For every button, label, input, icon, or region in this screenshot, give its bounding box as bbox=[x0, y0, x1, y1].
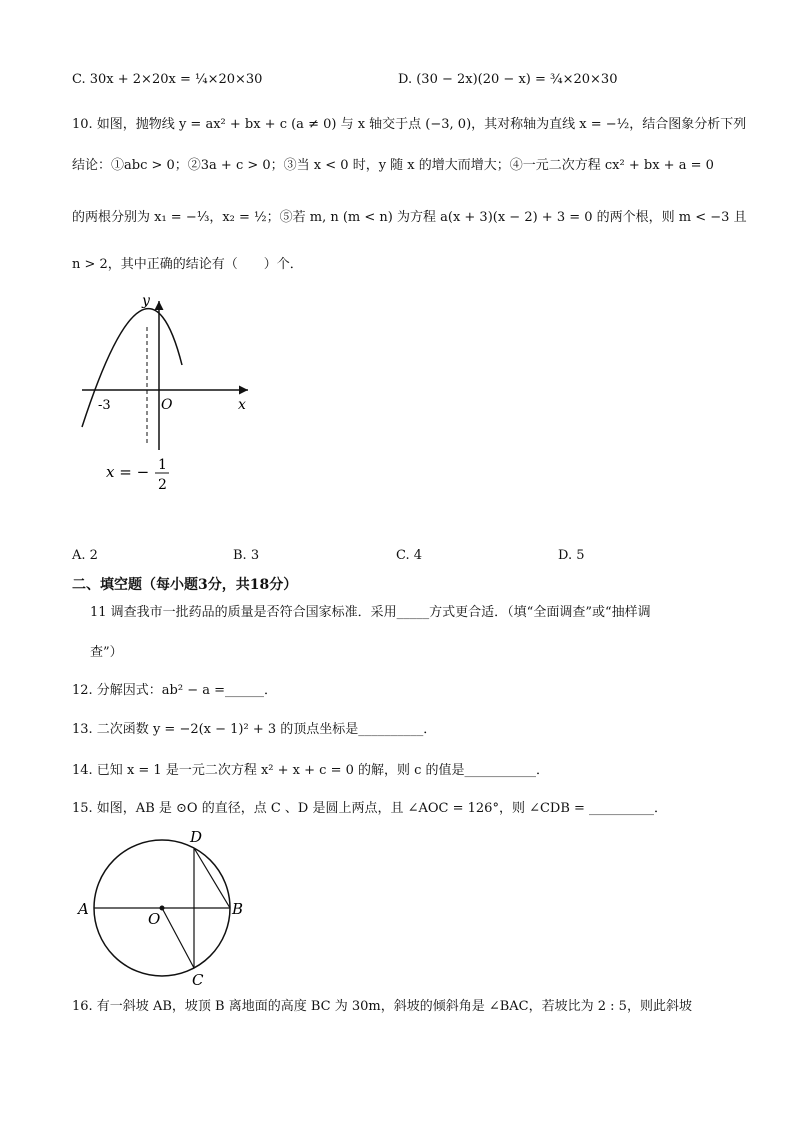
label-d: D bbox=[190, 828, 203, 846]
x-axis-label: x bbox=[238, 397, 246, 413]
q12-text: 12. 分解因式：ab² − a =______． bbox=[72, 683, 278, 698]
root-label: -3 bbox=[98, 398, 111, 413]
q11-line-2: 查”） bbox=[90, 645, 123, 660]
q15-circle-figure bbox=[72, 822, 252, 992]
symmetry-axis-label: x = − bbox=[106, 463, 150, 481]
q15-text: 15. 如图，AB 是 ⊙O 的直径，点 C 、D 是圆上两点，且 ∠AOC = 126°，则 ∠CDB = __________． bbox=[72, 801, 668, 816]
q13-text: 13. 二次函数 y = −2(x − 1)² + 3 的顶点坐标是__________． bbox=[72, 722, 437, 737]
q10-option-d: D. 5 bbox=[558, 548, 585, 563]
label-o: O bbox=[148, 910, 161, 928]
segment-oc bbox=[162, 908, 194, 968]
q10-line-4: n > 2，其中正确的结论有（ ）个． bbox=[72, 257, 303, 272]
q16-text: 16. 有一斜坡 AB，坡顶 B 离地面的高度 BC 为 30m，斜坡的倾斜角是 ∠BAC，若坡比为 2 : 5，则此斜坡 bbox=[72, 999, 692, 1014]
q10-option-b: B. 3 bbox=[233, 548, 260, 563]
chord-db bbox=[194, 848, 230, 908]
origin-label: O bbox=[161, 397, 173, 413]
label-b: B bbox=[232, 900, 244, 918]
label-a: A bbox=[78, 900, 89, 918]
q10-option-c: C. 4 bbox=[396, 548, 423, 563]
q10-line-3: 的两根分别为 x₁ = −⅓，x₂ = ½；⑤若 m, n (m < n) 为方程 a(x + 3)(x − 2) + 3 = 0 的两个根，则 m < −3 且 bbox=[72, 210, 747, 225]
q10-option-a: A. 2 bbox=[72, 548, 98, 563]
q14-text: 14. 已知 x = 1 是一元二次方程 x² + x + c = 0 的解，则 c 的值是___________． bbox=[72, 763, 550, 778]
fraction-numerator: 1 bbox=[158, 457, 167, 473]
q11-line-1: 11 调查我市一批药品的质量是否符合国家标准．采用_____方式更合适．（填“全面调查”或“抽样调 bbox=[90, 605, 651, 620]
q10-line-2: 结论：①abc > 0；②3a + c > 0；③当 x < 0 时，y 随 x 的增大而增大；④一元二次方程 cx² + bx + a = 0 bbox=[72, 158, 714, 173]
q10-line-1: 10. 如图，抛物线 y = ax² + bx + c (a ≠ 0) 与 x 轴交于点 (−3, 0)，其对称轴为直线 x = −½，结合图象分析下列 bbox=[72, 117, 747, 132]
q9-option-d: D. (30 − 2x)(20 − x) = ¾×20×30 bbox=[398, 72, 618, 87]
q9-option-c: C. 30x + 2×20x = ¼×20×30 bbox=[72, 72, 263, 87]
section-title: 二、填空题（每小题3分，共18分） bbox=[72, 577, 298, 593]
label-c: C bbox=[192, 971, 204, 989]
fraction-denominator: 2 bbox=[158, 477, 167, 493]
q10-parabola-graph bbox=[72, 285, 262, 500]
y-axis-label: y bbox=[142, 293, 150, 309]
